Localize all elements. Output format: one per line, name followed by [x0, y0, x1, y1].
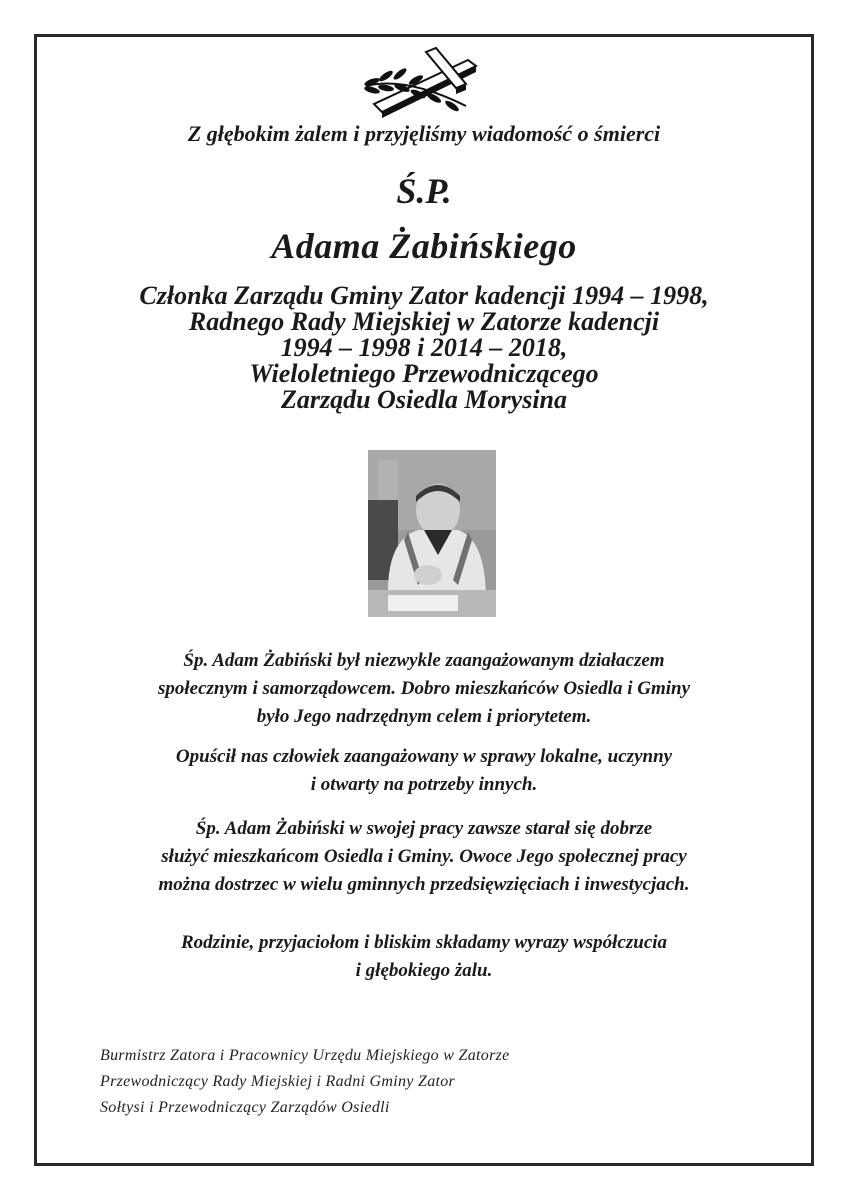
paragraph-work: [0, 815, 848, 899]
paragraph-line: można dostrzec w wielu gminnych przedsięwzięciach i inwestycjach.: [158, 874, 690, 895]
title-line: Wieloletniego Przewodniczącego: [249, 359, 599, 388]
paragraph-line: społecznym i samorządowcem. Dobro mieszkańców Osiedla i Gminy: [158, 678, 690, 699]
title-line: Członka Zarządu Gminy Zator kadencji 1994 – 1998,: [139, 281, 709, 310]
title-line: 1994 – 1998 i 2014 – 2018,: [280, 333, 568, 362]
paragraph-character: [0, 743, 848, 799]
paragraph-tribute: [0, 647, 848, 731]
paragraph-line: Śp. Adam Żabiński był niezwykle zaangażowanym działaczem: [183, 650, 665, 671]
honorific-prefix: Ś.P.: [396, 171, 452, 211]
signature-line: Przewodniczący Rady Miejskiej i Radni Gminy Zator: [100, 1073, 456, 1090]
paragraph-line: Rodzinie, przyjaciołom i bliskim składamy wyrazy współczucia: [180, 932, 668, 953]
deceased-name: Adama Żabińskiego: [271, 226, 577, 266]
cross-with-palm-branch-icon: [356, 46, 496, 118]
signature-line: Burmistrz Zatora i Pracownicy Urzędu Miejskiego w Zatorze: [100, 1047, 510, 1064]
paragraph-line: Opuścił nas człowiek zaangażowany w sprawy lokalne, uczynny: [175, 746, 673, 767]
paragraph-line: i głębokiego żalu.: [355, 960, 493, 981]
signature-line: Sołtysi i Przewodniczący Zarządów Osiedli: [100, 1099, 390, 1116]
title-line: Radnego Rady Miejskiej w Zatorze kadencji: [188, 307, 660, 336]
paragraph-line: było Jego nadrzędnym celem i priorytetem.: [256, 706, 592, 727]
portrait-photo: [368, 450, 496, 617]
intro-line: Z głębokim żalem i przyjęliśmy wiadomość o śmierci: [187, 121, 661, 146]
titles-block: [0, 283, 848, 413]
paragraph-line: Śp. Adam Żabiński w swojej pracy zawsze starał się dobrze: [195, 818, 653, 839]
paragraph-condolences: [0, 929, 848, 985]
paragraph-line: i otwarty na potrzeby innych.: [310, 774, 538, 795]
signatures-block: [100, 1043, 510, 1121]
title-line: Zarządu Osiedla Morysina: [280, 385, 568, 414]
paragraph-line: służyć mieszkańcom Osiedla i Gminy. Owoce Jego społecznej pracy: [161, 846, 687, 867]
